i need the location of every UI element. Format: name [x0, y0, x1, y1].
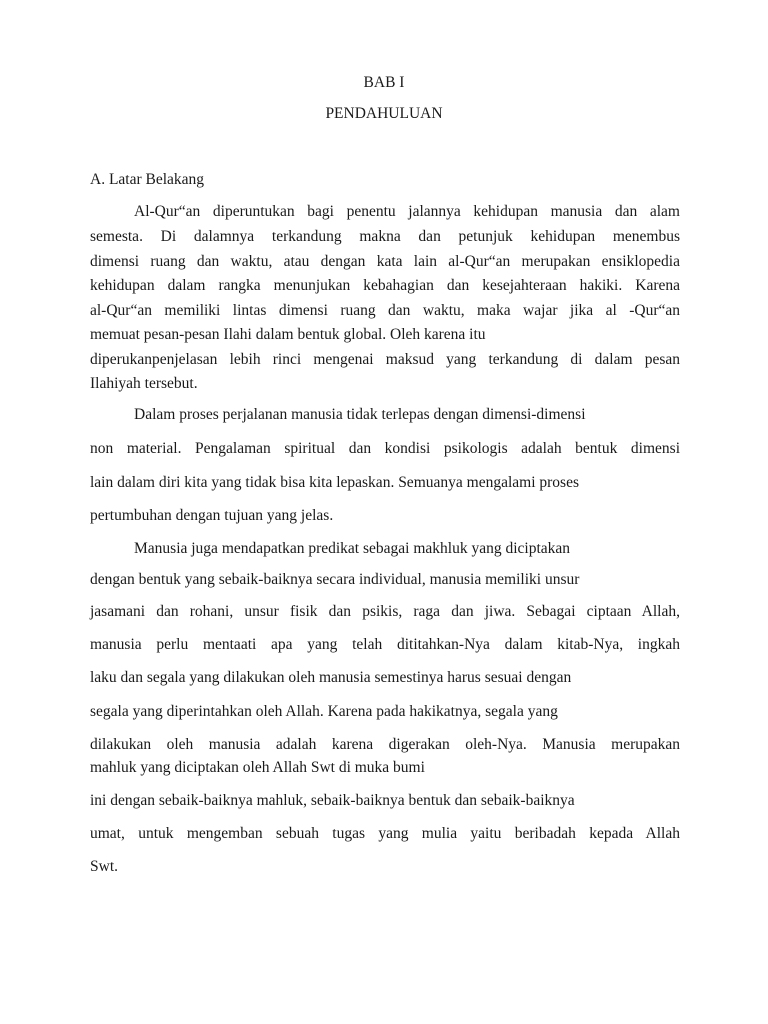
paragraph-line: pertumbuhan dengan tujuan yang jelas. [90, 507, 334, 524]
paragraph-line: laku dan segala yang dilakukan oleh manusia semestinya harus sesuai dengan [90, 669, 572, 686]
section-heading: A. Latar Belakang [90, 171, 205, 188]
paragraph-line: Al-Qur“an diperuntukan bagi penentu jalannya kehidupan manusia dan alam [134, 203, 680, 220]
paragraph-line: semesta. Di dalamnya terkandung makna dan petunjuk kehidupan menembus [90, 228, 680, 245]
paragraph-line: segala yang diperintahkan oleh Allah. Karena pada hakikatnya, segala yang [90, 703, 558, 720]
chapter-number: BAB I [363, 74, 405, 91]
paragraph-line: mahluk yang diciptakan oleh Allah Swt di muka bumi [90, 759, 425, 776]
paragraph-line: al-Qur“an memiliki lintas dimensi ruang dan waktu, maka wajar jika al -Qur“an [90, 302, 680, 319]
paragraph-line: Dalam proses perjalanan manusia tidak terlepas dengan dimensi-dimensi [134, 406, 586, 423]
paragraph-line: non material. Pengalaman spiritual dan kondisi psikologis adalah bentuk dimensi [90, 440, 680, 457]
paragraph-line: Ilahiyah tersebut. [90, 375, 198, 392]
paragraph-line: ini dengan sebaik-baiknya mahluk, sebaik-baiknya bentuk dan sebaik-baiknya [90, 792, 575, 809]
paragraph-line: umat, untuk mengemban sebuah tugas yang mulia yaitu beribadah kepada Allah [90, 825, 680, 842]
paragraph-line: Manusia juga mendapatkan predikat sebagai makhluk yang diciptakan [134, 540, 571, 557]
paragraph-line: dimensi ruang dan waktu, atau dengan kata lain al-Qur“an merupakan ensiklopedia [90, 253, 680, 270]
paragraph-line: memuat pesan-pesan Ilahi dalam bentuk global. Oleh karena itu [90, 326, 486, 343]
paragraph-line: jasamani dan rohani, unsur fisik dan psikis, raga dan jiwa. Sebagai ciptaan Allah, [90, 603, 680, 620]
paragraph-line: Swt. [90, 858, 118, 875]
paragraph-line: dengan bentuk yang sebaik-baiknya secara individual, manusia memiliki unsur [90, 571, 580, 588]
paragraph-line: manusia perlu mentaati apa yang telah dititahkan-Nya dalam kitab-Nya, ingkah [90, 636, 680, 653]
paragraph-line: diperukanpenjelasan lebih rinci mengenai maksud yang terkandung di dalam pesan [90, 351, 680, 368]
paragraph-line: dilakukan oleh manusia adalah karena digerakan oleh-Nya. Manusia merupakan [90, 736, 680, 753]
paragraph-line: kehidupan dalam rangka menunjukan kebahagian dan kesejahteraan hakiki. Karena [90, 277, 680, 294]
chapter-title: PENDAHULUAN [325, 105, 443, 122]
paragraph-line: lain dalam diri kita yang tidak bisa kita lepaskan. Semuanya mengalami proses [90, 474, 579, 491]
